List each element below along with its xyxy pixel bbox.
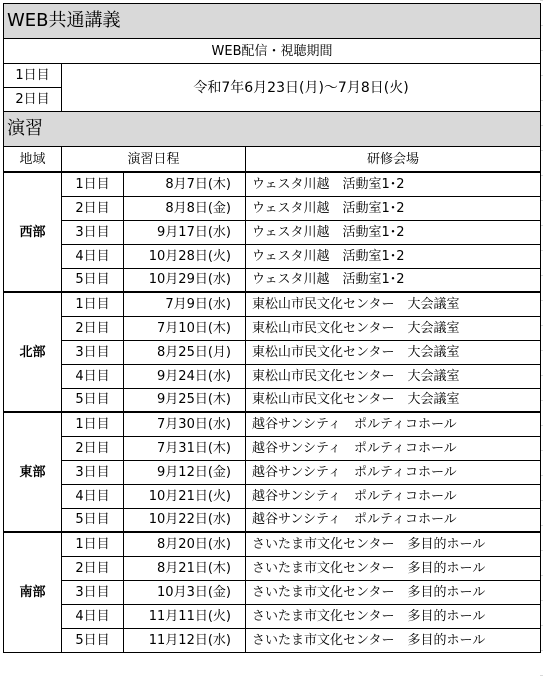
schedule-table <box>3 3 541 653</box>
region-name: 西部 <box>4 172 62 292</box>
table-row <box>4 484 541 508</box>
practice-section-title: 演習 <box>4 112 541 147</box>
web-section-title: WEB共通講義 <box>4 4 541 39</box>
day-label: 1日目 <box>62 532 124 556</box>
venue: ウェスタ川越 活動室1･2 <box>246 244 541 268</box>
table-row <box>4 436 541 460</box>
region-name: 南部 <box>4 532 62 652</box>
table-row <box>4 244 541 268</box>
venue: 東松山市民文化センター 大会議室 <box>246 388 541 412</box>
table-row <box>4 340 541 364</box>
session-date: 8月7日(木) <box>124 172 246 196</box>
session-date: 10月21日(火) <box>124 484 246 508</box>
day-label: 2日目 <box>62 436 124 460</box>
venue: さいたま市文化センター 多目的ホール <box>246 532 541 556</box>
web-day-label: 2日目 <box>4 88 62 112</box>
session-date: 11月12日(水) <box>124 628 246 652</box>
header-venue: 研修会場 <box>246 147 541 173</box>
venue: 越谷サンシティ ポルティコホール <box>246 484 541 508</box>
venue: さいたま市文化センター 多目的ホール <box>246 628 541 652</box>
table-row <box>4 220 541 244</box>
session-date: 9月17日(水) <box>124 220 246 244</box>
session-date: 10月28日(火) <box>124 244 246 268</box>
table-row <box>4 388 541 412</box>
table-row <box>4 508 541 532</box>
day-label: 5日目 <box>62 508 124 532</box>
day-label: 3日目 <box>62 460 124 484</box>
venue: 越谷サンシティ ポルティコホール <box>246 460 541 484</box>
session-date: 9月12日(金) <box>124 460 246 484</box>
day-label: 3日目 <box>62 220 124 244</box>
day-label: 4日目 <box>62 484 124 508</box>
venue: 越谷サンシティ ポルティコホール <box>246 508 541 532</box>
table-row <box>4 196 541 220</box>
table-row <box>4 364 541 388</box>
day-label: 1日目 <box>62 172 124 196</box>
session-date: 10月3日(金) <box>124 580 246 604</box>
day-label: 3日目 <box>62 340 124 364</box>
table-row <box>4 604 541 628</box>
day-label: 2日目 <box>62 556 124 580</box>
session-date: 9月24日(水) <box>124 364 246 388</box>
session-date: 8月21日(木) <box>124 556 246 580</box>
session-date: 7月10日(木) <box>124 316 246 340</box>
session-date: 10月22日(水) <box>124 508 246 532</box>
day-label: 5日目 <box>62 268 124 292</box>
region-name: 北部 <box>4 292 62 412</box>
venue: 東松山市民文化センター 大会議室 <box>246 364 541 388</box>
session-date: 8月8日(金) <box>124 196 246 220</box>
venue: 越谷サンシティ ポルティコホール <box>246 412 541 436</box>
venue: ウェスタ川越 活動室1･2 <box>246 172 541 196</box>
table-row <box>4 556 541 580</box>
day-label: 3日目 <box>62 580 124 604</box>
day-label: 1日目 <box>62 412 124 436</box>
table-row <box>4 460 541 484</box>
table-row <box>4 532 541 556</box>
day-label: 4日目 <box>62 244 124 268</box>
web-day-label: 1日目 <box>4 64 62 88</box>
table-row <box>4 628 541 652</box>
day-label: 4日目 <box>62 364 124 388</box>
day-label: 2日目 <box>62 196 124 220</box>
day-label: 4日目 <box>62 604 124 628</box>
venue: 越谷サンシティ ポルティコホール <box>246 436 541 460</box>
table-row <box>4 316 541 340</box>
table-row <box>4 268 541 292</box>
venue: 東松山市民文化センター 大会議室 <box>246 316 541 340</box>
session-date: 7月31日(木) <box>124 436 246 460</box>
region-name: 東部 <box>4 412 62 532</box>
table-row <box>4 172 541 196</box>
web-period: 令和7年6月23日(月)～7月8日(火) <box>62 64 541 112</box>
table-row <box>4 580 541 604</box>
venue: ウェスタ川越 活動室1･2 <box>246 196 541 220</box>
web-subheader: WEB配信・視聴期間 <box>4 39 541 64</box>
session-date: 9月25日(木) <box>124 388 246 412</box>
session-date: 8月20日(水) <box>124 532 246 556</box>
venue: ウェスタ川越 活動室1･2 <box>246 220 541 244</box>
venue: さいたま市文化センター 多目的ホール <box>246 556 541 580</box>
venue: ウェスタ川越 活動室1･2 <box>246 268 541 292</box>
session-date: 7月9日(水) <box>124 292 246 316</box>
header-region: 地域 <box>4 147 62 173</box>
venue: さいたま市文化センター 多目的ホール <box>246 604 541 628</box>
session-date: 11月11日(火) <box>124 604 246 628</box>
header-schedule: 演習日程 <box>62 147 246 173</box>
session-date: 7月30日(水) <box>124 412 246 436</box>
session-date: 8月25日(月) <box>124 340 246 364</box>
session-date: 10月29日(水) <box>124 268 246 292</box>
venue: 東松山市民文化センター 大会議室 <box>246 292 541 316</box>
venue: 東松山市民文化センター 大会議室 <box>246 340 541 364</box>
day-label: 1日目 <box>62 292 124 316</box>
table-row <box>4 292 541 316</box>
day-label: 5日目 <box>62 388 124 412</box>
day-label: 2日目 <box>62 316 124 340</box>
day-label: 5日目 <box>62 628 124 652</box>
table-row <box>4 412 541 436</box>
venue: さいたま市文化センター 多目的ホール <box>246 580 541 604</box>
